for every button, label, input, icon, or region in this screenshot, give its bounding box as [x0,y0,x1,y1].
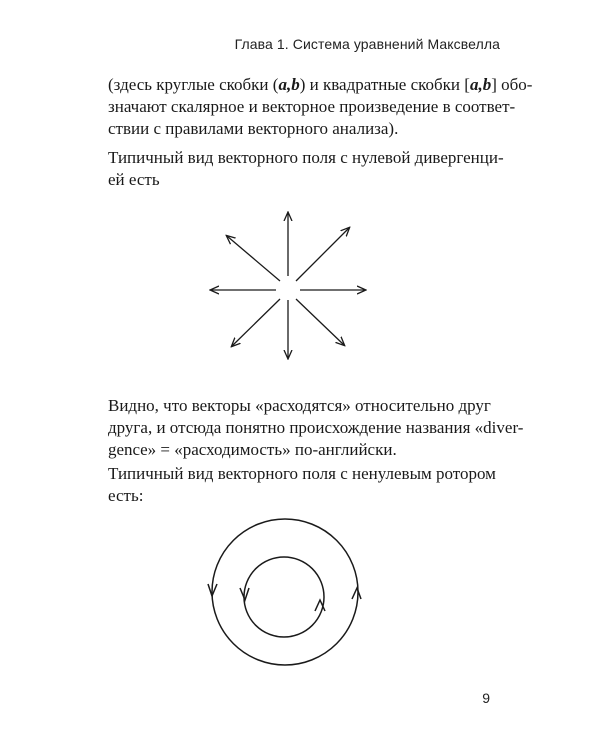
inner-circle [244,557,324,637]
paragraph-line: ствии с правилами векторного анализа). [108,119,399,138]
paragraph-line: есть: [108,486,144,505]
bold-vector-notation: a,b [469,75,492,94]
bold-vector-notation: a,b [278,75,300,94]
paragraph-line: друга, и отсюда понятно происхождение названия «diver- [108,418,524,437]
paragraph-line: ей есть [108,170,160,189]
outer-circle [212,519,358,665]
running-header: Глава 1. Система уравнений Максвелла [234,36,500,52]
paragraph-line: gence» = «расходимость» по-английски. [108,440,397,459]
paragraph-line: значают скалярное и векторное произведение в соответ- [108,97,516,116]
outer-right-arrowhead [352,588,361,599]
paragraph-line: Видно, что векторы «расходятся» относительно друг [108,396,491,415]
paragraph-line: Типичный вид векторного поля с ненулевым ротором [108,464,496,483]
page-number: 9 [482,690,490,706]
paragraph-line: Типичный вид векторного поля с нулевой дивергенци- [108,148,504,167]
paragraph-line: (здесь круглые скобки (a,b) и квадратные скобки [a,b] обо- [108,75,533,94]
